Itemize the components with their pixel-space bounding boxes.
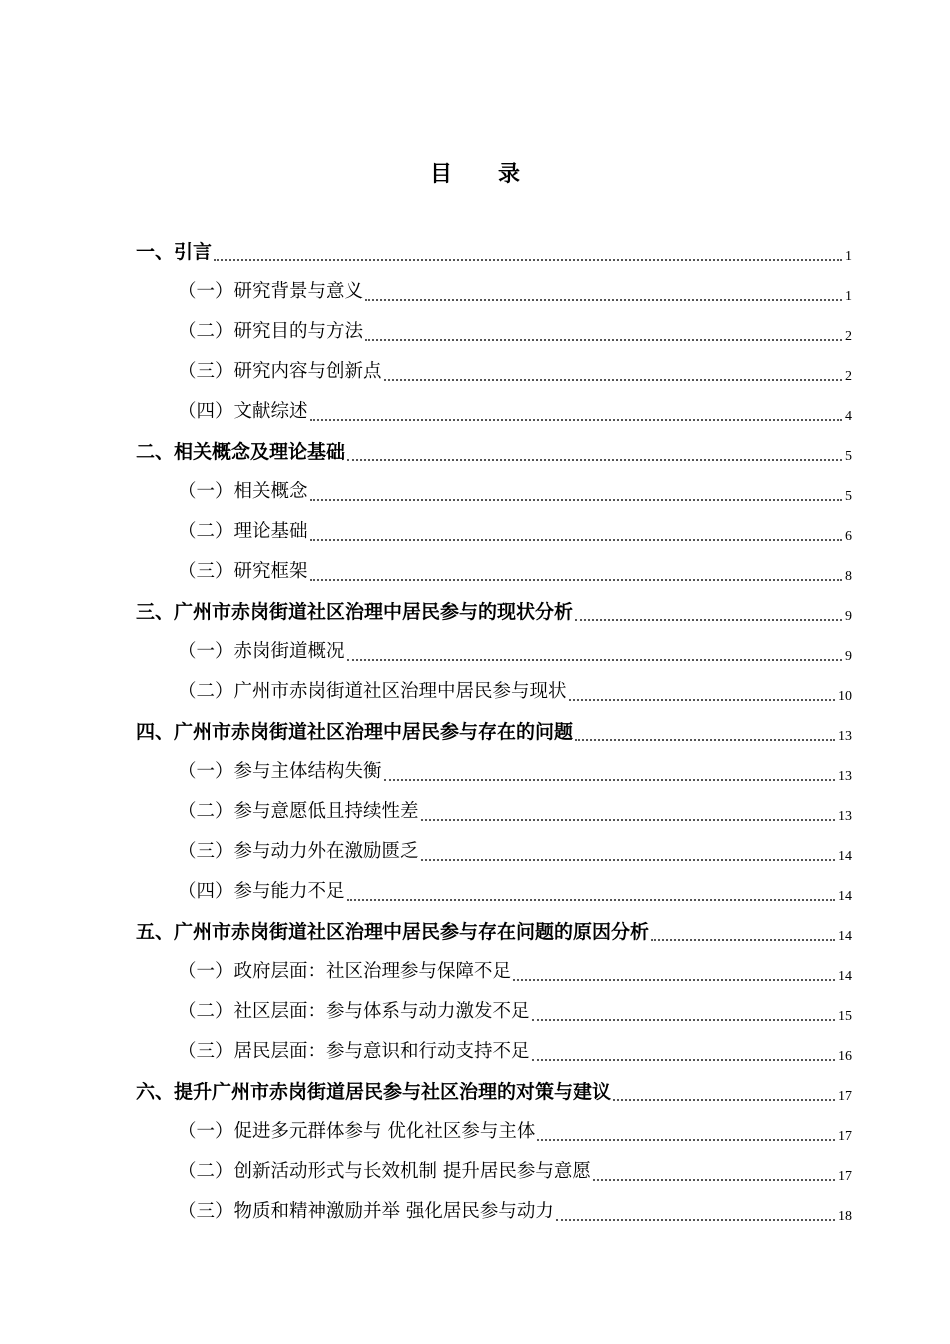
- toc-dot-leader: [651, 938, 835, 941]
- toc-dot-leader: [310, 498, 842, 501]
- toc-section-entry[interactable]: [136, 636, 852, 676]
- toc-entry-title: （一）赤岗街道概况: [178, 641, 345, 662]
- toc-entry-title: 三、广州市赤岗街道社区治理中居民参与的现状分析: [136, 601, 574, 623]
- toc-dot-leader: [575, 738, 835, 741]
- toc-title: [0, 158, 950, 192]
- toc-entry-title: （四）参与能力不足: [178, 881, 345, 902]
- toc-page-number: 17: [838, 1089, 852, 1104]
- toc-dot-leader: [310, 418, 842, 421]
- toc-dot-leader: [556, 1218, 835, 1221]
- toc-chapter-entry[interactable]: [136, 596, 852, 636]
- toc-section-entry[interactable]: [136, 476, 852, 516]
- toc-page-number: 10: [838, 689, 852, 704]
- toc-section-entry[interactable]: [136, 676, 852, 716]
- toc-entry-title: （一）相关概念: [178, 481, 308, 502]
- toc-entry-title: （一）政府层面：社区治理参与保障不足: [178, 961, 512, 982]
- toc-entry-title: （一）研究背景与意义: [178, 281, 364, 302]
- toc-page-number: 1: [845, 289, 852, 304]
- toc-section-entry[interactable]: [136, 796, 852, 836]
- toc-entry-title: （三）研究框架: [178, 561, 308, 582]
- toc-section-entry[interactable]: [136, 1196, 852, 1236]
- toc-dot-leader: [384, 778, 835, 781]
- toc-entry-title: （二）参与意愿低且持续性差: [178, 801, 419, 822]
- toc-page-number: 18: [838, 1209, 852, 1224]
- toc-chapter-entry[interactable]: [136, 1076, 852, 1116]
- toc-page-number: 14: [838, 849, 852, 864]
- toc-section-entry[interactable]: [136, 876, 852, 916]
- toc-chapter-entry[interactable]: [136, 716, 852, 756]
- toc-chapter-entry[interactable]: [136, 916, 852, 956]
- toc-entry-title: 二、相关概念及理论基础: [136, 441, 346, 463]
- toc-section-entry[interactable]: [136, 356, 852, 396]
- toc-entry-title: （一）促进多元群体参与 优化社区参与主体: [178, 1121, 536, 1142]
- toc-entry-title: （二）研究目的与方法: [178, 321, 364, 342]
- toc-section-entry[interactable]: [136, 756, 852, 796]
- toc-entry-title: 一、引言: [136, 241, 213, 263]
- toc-section-entry[interactable]: [136, 1036, 852, 1076]
- toc-entry-title: （四）文献综述: [178, 401, 308, 422]
- toc-page-number: 17: [838, 1169, 852, 1184]
- toc-entry-title: （二）广州市赤岗街道社区治理中居民参与现状: [178, 681, 567, 702]
- toc-page-number: 9: [845, 609, 852, 624]
- toc-entry-title: 四、广州市赤岗街道社区治理中居民参与存在的问题: [136, 721, 574, 743]
- toc-title-char-1: 目: [429, 162, 452, 187]
- toc-entry-title: 六、提升广州市赤岗街道居民参与社区治理的对策与建议: [136, 1081, 612, 1103]
- toc-entry-title: 五、广州市赤岗街道社区治理中居民参与存在问题的原因分析: [136, 921, 650, 943]
- toc-section-entry[interactable]: [136, 396, 852, 436]
- toc-section-entry[interactable]: [136, 276, 852, 316]
- toc-dot-leader: [421, 818, 835, 821]
- toc-title-char-2: 录: [498, 162, 521, 187]
- toc-page-number: 13: [838, 769, 852, 784]
- toc-dot-leader: [421, 858, 835, 861]
- toc-dot-leader: [384, 378, 842, 381]
- toc-page-number: 14: [838, 969, 852, 984]
- toc-dot-leader: [532, 1058, 835, 1061]
- toc-entry-title: （二）创新活动形式与长效机制 提升居民参与意愿: [178, 1161, 591, 1182]
- toc-page-number: 4: [845, 409, 852, 424]
- toc-entry-title: （二）理论基础: [178, 521, 308, 542]
- toc-dot-leader: [347, 458, 842, 461]
- toc-dot-leader: [537, 1138, 835, 1141]
- toc-dot-leader: [310, 538, 842, 541]
- toc-entry-title: （三）物质和精神激励并举 强化居民参与动力: [178, 1201, 554, 1222]
- toc-page-number: 13: [838, 729, 852, 744]
- toc-dot-leader: [513, 978, 835, 981]
- toc-page-number: 15: [838, 1009, 852, 1024]
- toc-section-entry[interactable]: [136, 1116, 852, 1156]
- toc-page-number: 13: [838, 809, 852, 824]
- toc-page-number: 14: [838, 889, 852, 904]
- toc-page-number: 8: [845, 569, 852, 584]
- toc-page-number: 9: [845, 649, 852, 664]
- toc-dot-leader: [365, 298, 842, 301]
- toc-chapter-entry[interactable]: [136, 236, 852, 276]
- toc-section-entry[interactable]: [136, 836, 852, 876]
- toc-dot-leader: [532, 1018, 835, 1021]
- toc-section-entry[interactable]: [136, 996, 852, 1036]
- toc-entry-title: （二）社区层面：参与体系与动力激发不足: [178, 1001, 530, 1022]
- toc-entry-title: （三）参与动力外在激励匮乏: [178, 841, 419, 862]
- toc-section-entry[interactable]: [136, 516, 852, 556]
- toc-page-number: 14: [838, 929, 852, 944]
- toc-page-number: 2: [845, 369, 852, 384]
- toc-page-number: 17: [838, 1129, 852, 1144]
- toc-dot-leader: [613, 1098, 835, 1101]
- toc-entry-title: （一）参与主体结构失衡: [178, 761, 382, 782]
- toc-section-entry[interactable]: [136, 556, 852, 596]
- toc-page-number: 2: [845, 329, 852, 344]
- toc-page-number: 16: [838, 1049, 852, 1064]
- toc-entry-title: （三）居民层面：参与意识和行动支持不足: [178, 1041, 530, 1062]
- toc-section-entry[interactable]: [136, 1156, 852, 1196]
- toc-page-number: 6: [845, 529, 852, 544]
- toc-dot-leader: [214, 258, 842, 261]
- toc-dot-leader: [310, 578, 842, 581]
- toc-dot-leader: [347, 658, 842, 661]
- toc-dot-leader: [593, 1178, 835, 1181]
- toc-page-number: 5: [845, 489, 852, 504]
- toc-section-entry[interactable]: [136, 316, 852, 356]
- toc-page-number: 1: [845, 249, 852, 264]
- toc-dot-leader: [569, 698, 835, 701]
- toc-dot-leader: [575, 618, 842, 621]
- table-of-contents: [136, 236, 852, 1236]
- toc-entry-title: （三）研究内容与创新点: [178, 361, 382, 382]
- toc-chapter-entry[interactable]: [136, 436, 852, 476]
- toc-dot-leader: [347, 898, 835, 901]
- toc-section-entry[interactable]: [136, 956, 852, 996]
- toc-page-number: 5: [845, 449, 852, 464]
- toc-dot-leader: [365, 338, 842, 341]
